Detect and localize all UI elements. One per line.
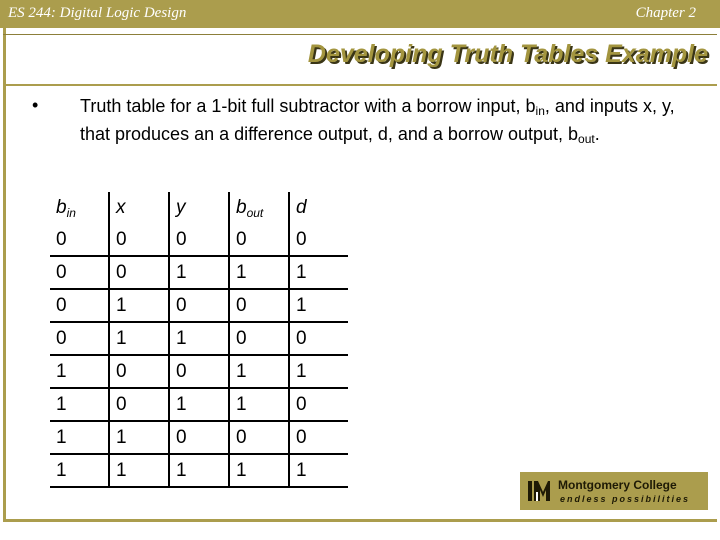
table-cell: 1 — [229, 256, 289, 289]
bullet-text — [80, 95, 680, 151]
table-cell: 0 — [289, 388, 348, 421]
table-cell: 0 — [289, 224, 348, 256]
table-row — [50, 256, 348, 289]
college-logo — [520, 472, 708, 510]
table-cell: 0 — [229, 289, 289, 322]
table-cell: 0 — [109, 256, 169, 289]
header-label: b — [236, 196, 247, 218]
table-cell: 0 — [289, 322, 348, 355]
chapter-label: Chapter 2 — [635, 5, 696, 21]
frame-bottom-border — [3, 519, 717, 522]
table-row — [50, 388, 348, 421]
bullet-text-part-1: Truth table for a 1-bit full subtractor with a borrow input, b — [80, 96, 536, 116]
table-cell: 0 — [109, 388, 169, 421]
table-cell: 1 — [109, 421, 169, 454]
header-label: x — [116, 197, 126, 218]
table-cell: 1 — [229, 388, 289, 421]
table-cell: 1 — [289, 256, 348, 289]
table-cell: 1 — [109, 289, 169, 322]
table-cell: 1 — [169, 322, 229, 355]
table-cell: 1 — [289, 289, 348, 322]
table-header-cell — [50, 192, 109, 224]
table-cell: 1 — [50, 388, 109, 421]
table-cell: 1 — [109, 454, 169, 487]
table-cell: 1 — [229, 454, 289, 487]
college-logo-icon — [526, 478, 552, 504]
table-row — [50, 421, 348, 454]
table-cell: 1 — [50, 454, 109, 487]
table-row — [50, 322, 348, 355]
table-cell: 0 — [229, 224, 289, 256]
truth-table — [50, 192, 348, 488]
title-bottom-rule — [3, 84, 717, 86]
table-cell: 0 — [109, 224, 169, 256]
table-header-cell — [169, 192, 229, 224]
bullet-sub-in: in — [535, 104, 545, 118]
table-cell: 1 — [50, 355, 109, 388]
table-cell: 0 — [169, 421, 229, 454]
bullet-marker: • — [32, 95, 39, 115]
table-cell: 1 — [169, 256, 229, 289]
course-title: ES 244: Digital Logic Design — [8, 5, 187, 21]
bullet-text-part-2: , and inputs x, y, that produces an a difference output, d, and a borrow output, b — [80, 96, 675, 144]
table-row — [50, 454, 348, 487]
table-cell: 1 — [169, 388, 229, 421]
header-subscript: in — [66, 205, 76, 220]
table-cell: 1 — [229, 355, 289, 388]
table-cell: 1 — [169, 454, 229, 487]
table-header-cell — [229, 192, 289, 224]
table-cell: 0 — [50, 322, 109, 355]
frame-left-border — [3, 28, 6, 522]
bullet-sub-out: out — [578, 132, 595, 146]
slide-title: Developing Truth Tables Example — [307, 40, 708, 68]
bullet-text-part-3: . — [594, 124, 600, 144]
table-header-cell — [109, 192, 169, 224]
header-label: y — [176, 197, 186, 218]
table-cell: 0 — [289, 421, 348, 454]
table-cell: 0 — [229, 322, 289, 355]
table-cell: 1 — [50, 421, 109, 454]
table-cell: 1 — [289, 454, 348, 487]
table-cell: 0 — [229, 421, 289, 454]
table-cell: 1 — [289, 355, 348, 388]
table-row — [50, 355, 348, 388]
table-cell: 0 — [50, 224, 109, 256]
table-cell: 0 — [169, 289, 229, 322]
table-cell: 0 — [109, 355, 169, 388]
college-logo-tagline: endless possibilities — [560, 494, 691, 504]
table-cell: 0 — [50, 289, 109, 322]
table-row — [50, 224, 348, 256]
college-logo-name: Montgomery College — [558, 478, 677, 492]
table-header-cell — [289, 192, 348, 224]
table-cell: 1 — [109, 322, 169, 355]
header-bar — [0, 0, 720, 28]
table-header-row — [50, 192, 348, 224]
table-cell: 0 — [169, 224, 229, 256]
header-subscript: out — [246, 205, 264, 220]
table-cell: 0 — [169, 355, 229, 388]
header-label: b — [56, 196, 67, 218]
header-label: d — [296, 197, 307, 218]
title-top-rule — [3, 34, 717, 35]
table-row — [50, 289, 348, 322]
table-cell: 0 — [50, 256, 109, 289]
